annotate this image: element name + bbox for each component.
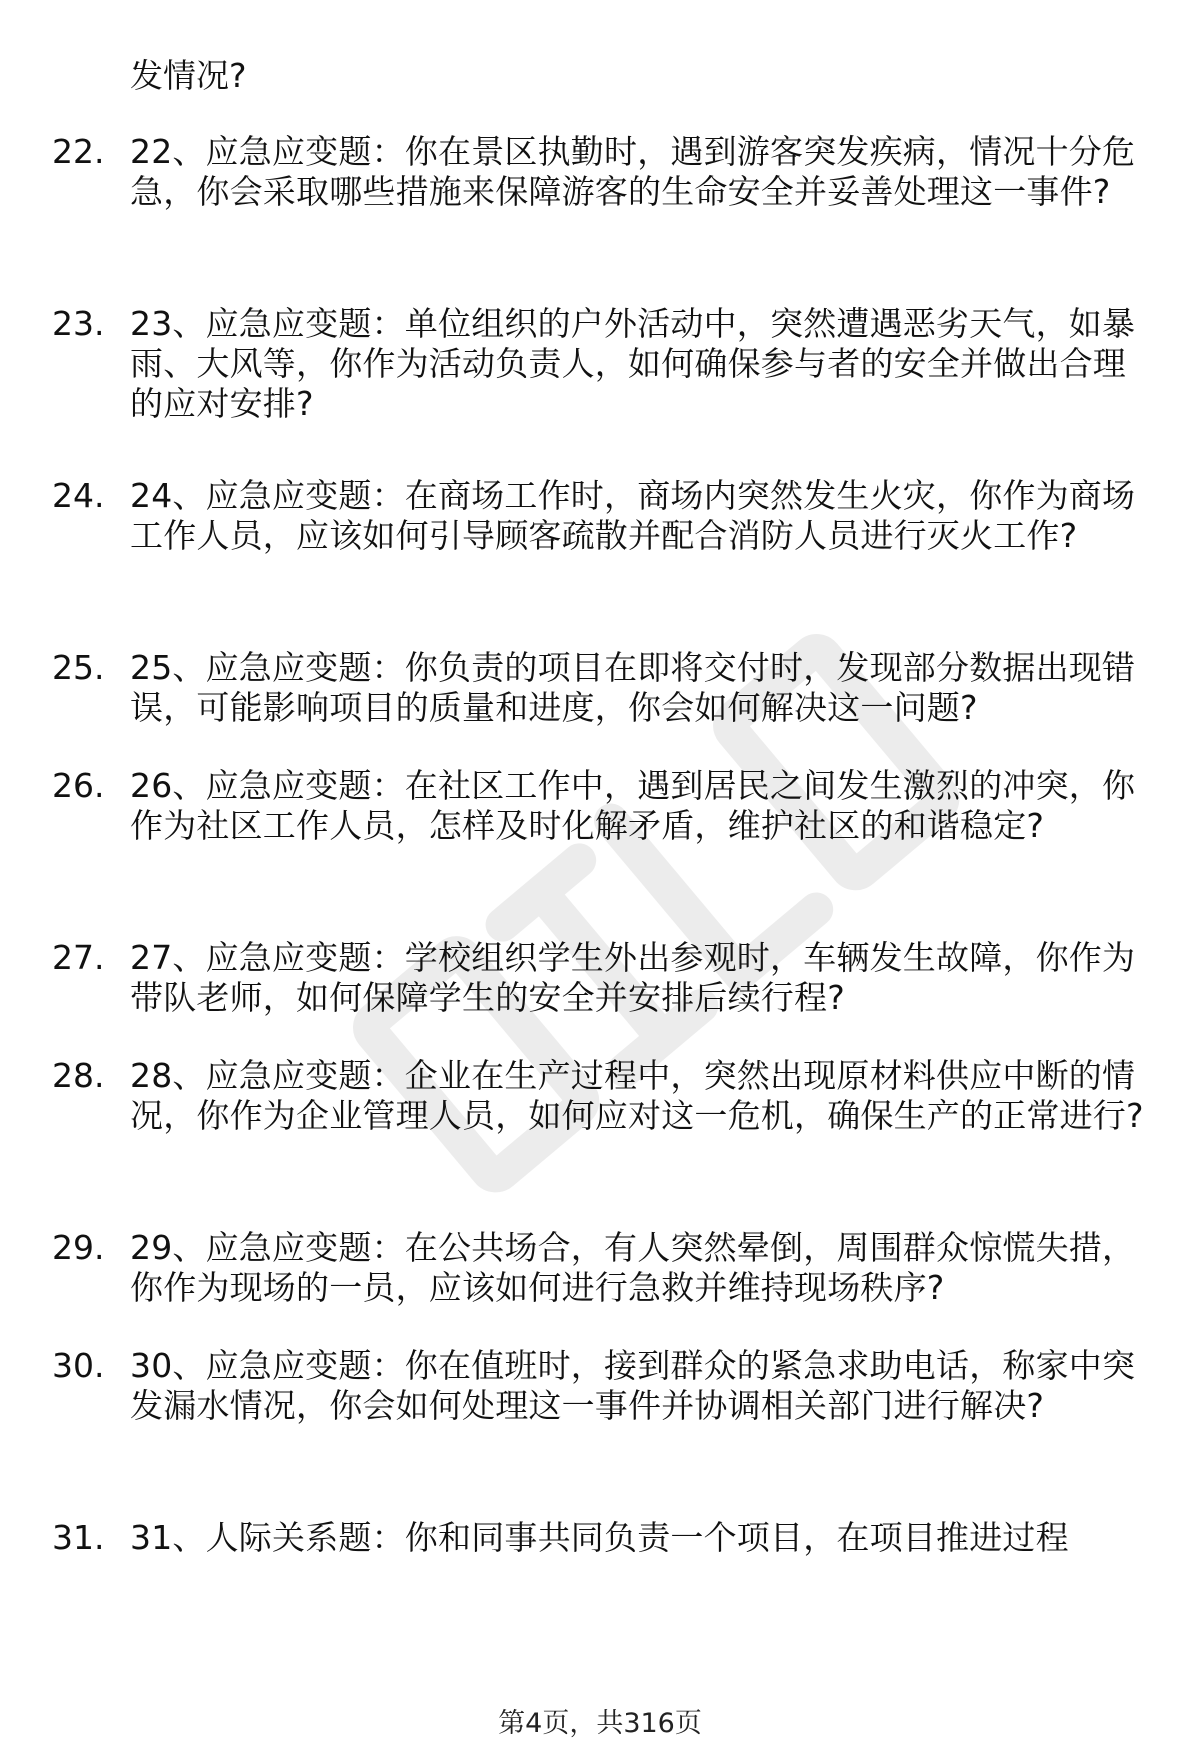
- question-text: 30、应急应变题：你在值班时，接到群众的紧急求助电话，称家中突发漏水情况，你会如何处理这一事件并协调相关部门进行解决?: [130, 1346, 1136, 1425]
- question-text: 26、应急应变题：在社区工作中，遇到居民之间发生激烈的冲突，你作为社区工作人员，怎样及时化解矛盾，维护社区的和谐稳定?: [130, 766, 1136, 845]
- question-number: 31.: [52, 1518, 105, 1557]
- question-text: 29、应急应变题：在公共场合，有人突然晕倒，周围群众惊慌失措，你作为现场的一员，应该如何进行急救并维持现场秩序?: [130, 1228, 1136, 1307]
- question-number: 23.: [52, 304, 105, 343]
- page-footer: 第4页，共316页: [498, 1708, 702, 1739]
- question-text: 22、应急应变题：你在景区执勤时，遇到游客突发疾病，情况十分危急，你会采取哪些措施来保障游客的生命安全并妥善处理这一事件?: [130, 132, 1136, 211]
- question-text: 23、应急应变题：单位组织的户外活动中，突然遭遇恶劣天气，如暴雨、大风等，你作为活动负责人，如何确保参与者的安全并做出合理的应对安排?: [130, 304, 1136, 423]
- question-number: 30.: [52, 1346, 105, 1385]
- question-text: 31、人际关系题：你和同事共同负责一个项目，在项目推进过程: [130, 1518, 1069, 1557]
- question-text: 28、应急应变题：企业在生产过程中，突然出现原材料供应中断的情况，你作为企业管理人员，如何应对这一危机，确保生产的正常进行?: [130, 1056, 1144, 1135]
- continued-text: 发情况?: [130, 56, 247, 95]
- question-number: 29.: [52, 1228, 105, 1267]
- question-number: 26.: [52, 766, 105, 805]
- question-number: 22.: [52, 132, 105, 171]
- question-number: 27.: [52, 938, 105, 977]
- question-number: 25.: [52, 648, 105, 687]
- question-text: 25、应急应变题：你负责的项目在即将交付时，发现部分数据出现错误，可能影响项目的质量和进度，你会如何解决这一问题?: [130, 648, 1136, 727]
- question-text: 24、应急应变题：在商场工作时，商场内突然发生火灾，你作为商场工作人员，应该如何引导顾客疏散并配合消防人员进行灭火工作?: [130, 476, 1136, 555]
- question-number: 28.: [52, 1056, 105, 1095]
- question-number: 24.: [52, 476, 105, 515]
- question-text: 27、应急应变题：学校组织学生外出参观时，车辆发生故障，你作为带队老师，如何保障学生的安全并安排后续行程?: [130, 938, 1136, 1017]
